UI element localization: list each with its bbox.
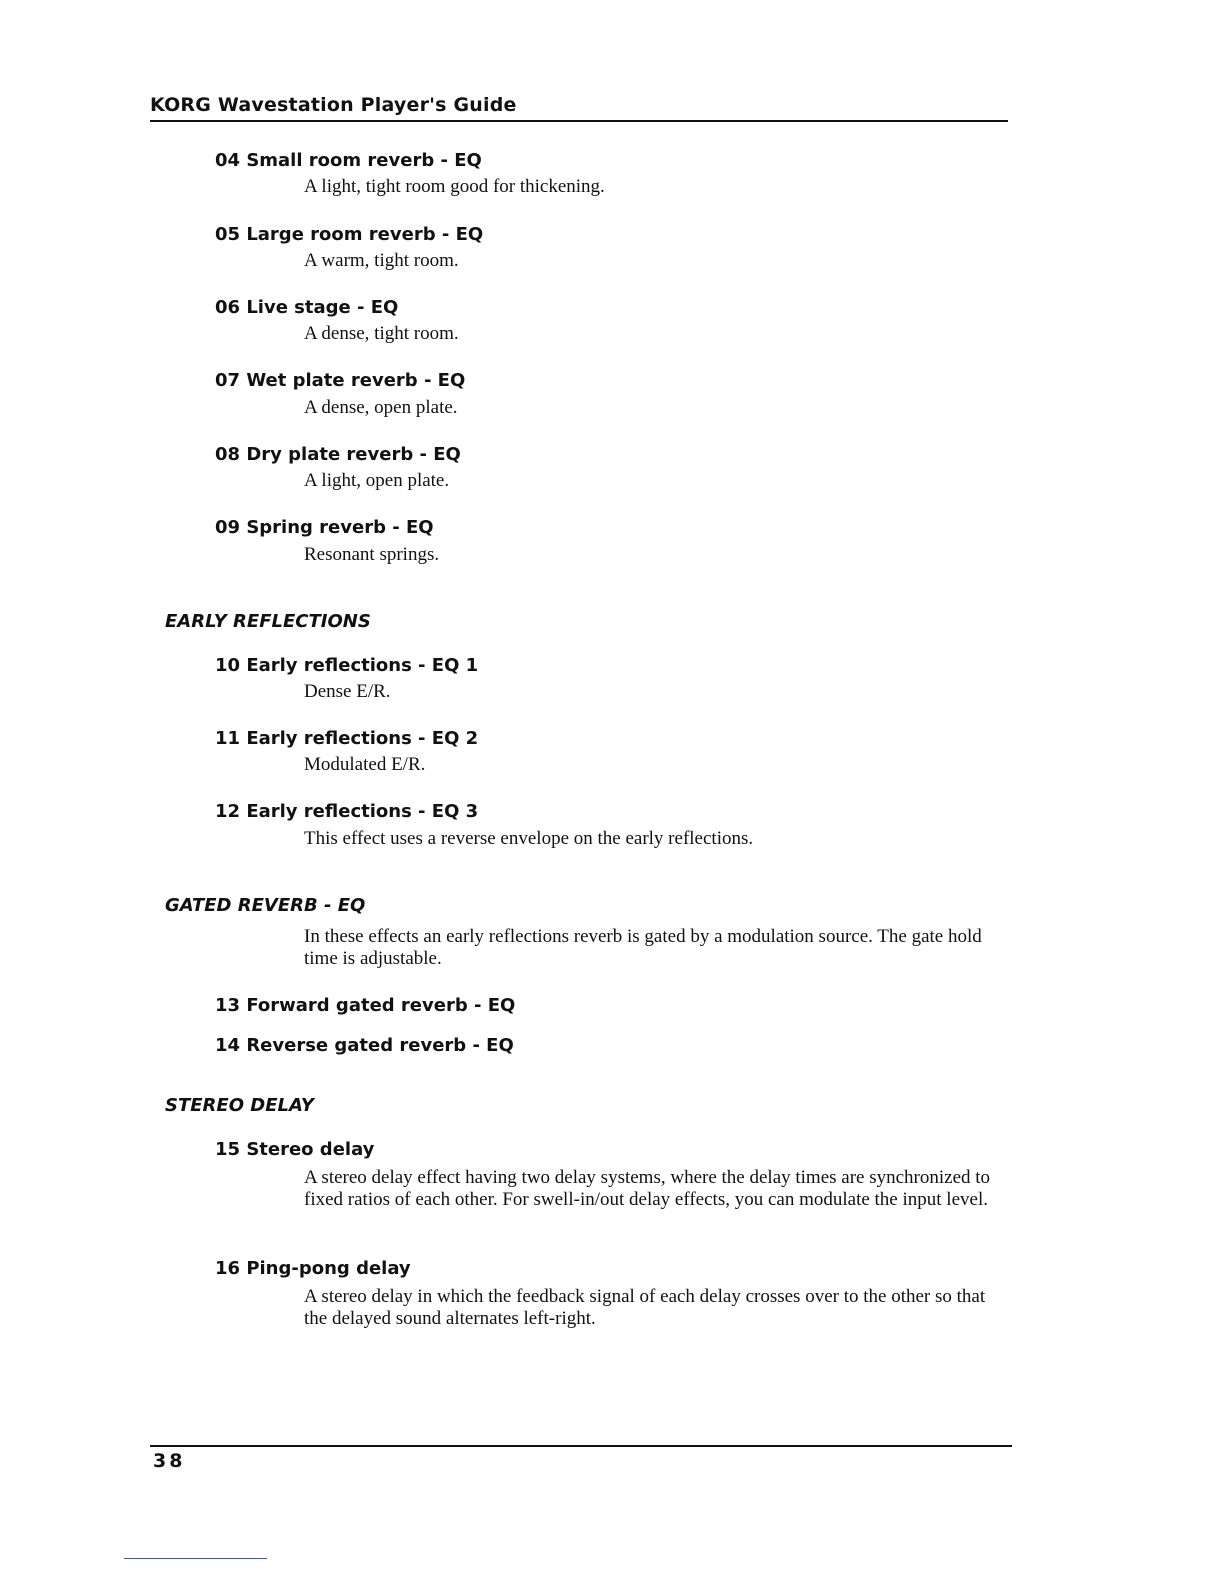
entry-desc-12: This effect uses a reverse envelope on the early reflections. — [304, 828, 754, 849]
page-number: 38 — [153, 1450, 186, 1472]
entry-heading-09: 09 Spring reverb - EQ — [215, 517, 434, 538]
entry-desc-16: A stereo delay in which the feedback signal of each delay crosses over to the other so that the delayed sound alternates left-right. — [304, 1286, 986, 1329]
entry-heading-07: 07 Wet plate reverb - EQ — [215, 370, 466, 391]
section-title-stereo-delay: STEREO DELAY — [165, 1095, 314, 1116]
entry-heading-15: 15 Stereo delay — [215, 1139, 375, 1160]
gated-reverb-intro: In these effects an early reflections reverb is gated by a modulation source. The gate hold time is adjustable. — [304, 926, 982, 969]
entry-heading-10: 10 Early reflections - EQ 1 — [215, 655, 479, 676]
entry-desc-10: Dense E/R. — [304, 681, 391, 702]
scan-artifact-line — [124, 1558, 267, 1559]
section-title-gated-reverb: GATED REVERB - EQ — [165, 895, 366, 916]
entry-heading-12: 12 Early reflections - EQ 3 — [215, 801, 479, 822]
entry-heading-13: 13 Forward gated reverb - EQ — [215, 995, 516, 1016]
entry-heading-11: 11 Early reflections - EQ 2 — [215, 728, 479, 749]
entry-desc-09: Resonant springs. — [304, 544, 440, 565]
entry-desc-05: A warm, tight room. — [304, 250, 459, 271]
entry-desc-08: A light, open plate. — [304, 470, 450, 491]
entry-desc-15: A stereo delay effect having two delay systems, where the delay times are synchronized to fixed ratios of each other. For swell-in/out delay effects, you can modulate the input level. — [304, 1167, 991, 1210]
running-header: KORG Wavestation Player's Guide — [150, 94, 517, 116]
entry-heading-16: 16 Ping-pong delay — [215, 1258, 411, 1279]
entry-heading-14: 14 Reverse gated reverb - EQ — [215, 1035, 514, 1056]
section-title-early-reflections: EARLY REFLECTIONS — [165, 611, 371, 632]
entry-desc-04: A light, tight room good for thickening. — [304, 176, 605, 197]
entry-desc-06: A dense, tight room. — [304, 323, 459, 344]
entry-heading-06: 06 Live stage - EQ — [215, 297, 399, 318]
entry-desc-11: Modulated E/R. — [304, 754, 426, 775]
footer-rule — [150, 1445, 1012, 1447]
header-rule — [150, 120, 1008, 122]
entry-heading-08: 08 Dry plate reverb - EQ — [215, 444, 461, 465]
entry-heading-05: 05 Large room reverb - EQ — [215, 224, 484, 245]
entry-desc-07: A dense, open plate. — [304, 397, 458, 418]
entry-heading-04: 04 Small room reverb - EQ — [215, 150, 482, 171]
